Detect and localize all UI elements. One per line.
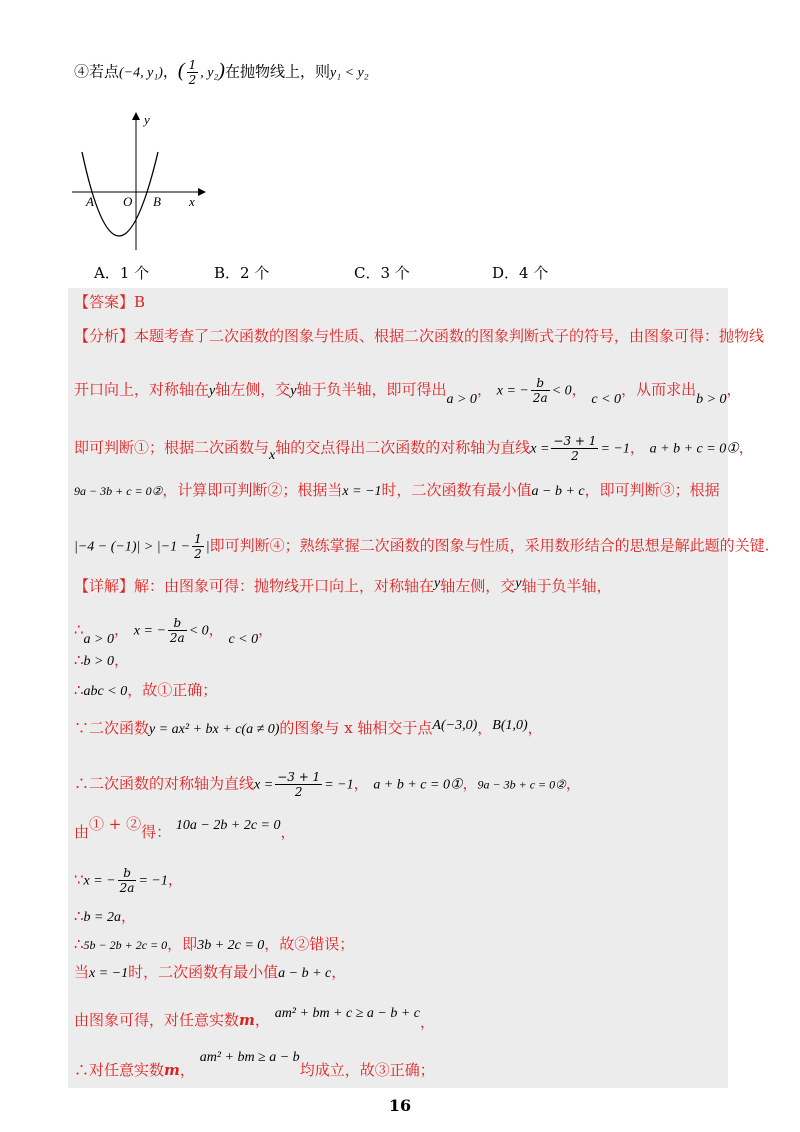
detail-line-1: 【详解】解：由图象可得：抛物线开口向上，对称轴在y轴左侧，交y轴于负半轴， <box>74 576 612 595</box>
item4-prefix: ④若点 <box>74 62 120 81</box>
point1: (−4, y₁) <box>119 65 163 81</box>
point2-y: , y₂ <box>200 65 219 81</box>
parabola-graph <box>66 110 206 252</box>
choice-c: C．3 个 <box>354 264 410 282</box>
item4-ineq: y₁ < y₂ <box>329 65 369 81</box>
x-axis-arrow <box>198 188 206 196</box>
choice-d: D．4 个 <box>492 264 549 282</box>
detail-line-8: ∵x = − $\frac{b}{2a}$ = −1， <box>74 866 183 895</box>
detail-line-9: ∴b = 2a， <box>74 907 137 925</box>
answer-line: 【答案】B <box>74 293 146 311</box>
detail-line-5: ∵二次函数y = ax² + bx + c(a ≠ 0)的图象与 x 轴相交于点A(−3,0)，B(1,0)， <box>74 718 543 737</box>
detail-line-11: 当x = −1时，二次函数有最小值a − b + c， <box>74 963 347 981</box>
detail-line-2: ∴a > 0， x = − $\frac{b}{2a}$ < 0， c < 0， <box>74 616 274 647</box>
analysis-line-2: 开口向上，对称轴在y轴左侧，交y轴于负半轴，即可得出a > 0， x = − $\frac{b}{2a}$ < 0， c < 0，从而求出b > 0， <box>74 376 742 407</box>
detail-line-7: 由① + ②得： 10a − 2b + 2c = 0， <box>74 815 296 841</box>
analysis-line-1: 【分析】本题考查了二次函数的图象与性质、根据二次函数的图象判断式子的符号，由图象可得：抛物线 <box>74 327 765 345</box>
detail-line-3: ∴b > 0， <box>74 651 130 669</box>
detail-line-13: ∴对任意实数m， am² + bm ≥ a − b均成立，故③正确； <box>74 1050 435 1079</box>
detail-line-12: 由图象可得，对任意实数m， am² + bm + c ≥ a − b + c， <box>74 1006 436 1031</box>
y-axis-arrow <box>132 112 140 120</box>
analysis-line-5: |−4 − (−1)| > |−1 − $\frac{1}{2}$ |即可判断④；熟练掌握二次函数的图象与性质，采用数形结合的思想是解此题的关键. <box>74 532 770 561</box>
detail-line-6: ∴二次函数的对称轴为直线x = $\frac{-3 + 1}{2}$ = −1， a + b + c = 0①，9a − 3b + c = 0②， <box>74 770 581 799</box>
item4-mid: 在抛物线上，则 <box>224 62 330 81</box>
choice-b: B．2 个 <box>214 264 270 282</box>
point2-frac: $\frac{1}{2}$ <box>188 58 197 87</box>
sep: ， <box>162 62 178 81</box>
choice-a: A．1 个 <box>94 264 150 282</box>
label-o: O <box>123 194 133 209</box>
label-x: x <box>189 194 195 209</box>
question-item4: ④若点(−4, y₁)，( $\frac{1}{2}$ , y₂)在抛物线上，则y₁ < y₂ <box>74 58 369 87</box>
detail-line-10: ∴5b − 2b + 2c = 0，即3b + 2c = 0，故②错误； <box>74 935 355 953</box>
label-b: B <box>153 194 161 209</box>
analysis-line-3: 即可判断①；根据二次函数与x轴的交点得出二次函数的对称轴为直线x = $\frac{-3 + 1}{2}$ = −1， a + b + c = 0①， <box>74 434 754 463</box>
detail-line-4: ∴abc < 0，故①正确； <box>74 681 218 699</box>
label-a: A <box>86 194 94 209</box>
label-y: y <box>144 112 150 127</box>
page-number: 16 <box>388 1096 412 1115</box>
analysis-line-4: 9a − 3b + c = 0②，计算即可判断②；根据当x = −1时，二次函数有最小值a − b + c，即可判断③；根据 <box>74 481 720 499</box>
